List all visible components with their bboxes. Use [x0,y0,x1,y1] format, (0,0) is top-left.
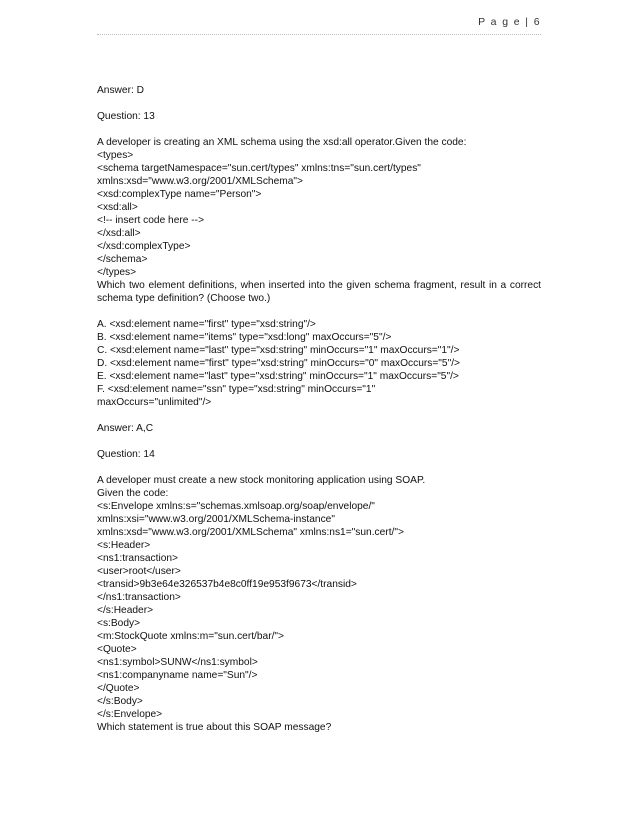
code-line: </schema> [97,254,148,265]
document-body [97,84,541,734]
code-line: <ns1:transaction> [97,553,178,564]
code-line: <ns1:symbol>SUNW</ns1:symbol> [97,657,258,668]
code-line: xmlns:xsd="www.w3.org/2001/XMLSchema" xmlns:ns1="sun.cert/"> [97,527,404,538]
question-13-code-block [97,149,541,279]
code-line: <Quote> [97,644,137,655]
option-f-continued: maxOccurs="unlimited"/> [97,397,212,408]
option-e: E. <xsd:element name="last" type="xsd:string" minOccurs="1" maxOccurs="5"/> [97,371,459,382]
code-line: <transid>9b3e64e326537b4e8c0ff19e953f9673</transid> [97,579,357,590]
spacer [97,305,541,318]
code-line: <!-- insert code here --> [97,215,205,226]
question-14-code-block [97,500,541,721]
question-14-title: Question: 14 [97,449,155,460]
question-13-title: Question: 13 [97,111,155,122]
option-f: F. <xsd:element name="ssn" type="xsd:string" minOccurs="1" [97,384,376,395]
spacer [97,435,541,448]
code-line: <user>root</user> [97,566,181,577]
spacer [97,461,541,474]
code-line: <xsd:all> [97,202,138,213]
option-a: A. <xsd:element name="first" type="xsd:string"/> [97,319,316,330]
header-divider [97,34,541,35]
code-line: <s:Body> [97,618,141,629]
option-c: C. <xsd:element name="last" type="xsd:string" minOccurs="1" maxOccurs="1"/> [97,345,460,356]
code-line: <types> [97,150,134,161]
code-line: <schema targetNamespace="sun.cert/types" xmlns:tns="sun.cert/types" [97,163,421,174]
option-b: B. <xsd:element name="items" type="xsd:long" maxOccurs="5"/> [97,332,392,343]
question-14-prompt: Which statement is true about this SOAP message? [97,722,332,733]
code-line: </xsd:all> [97,228,141,239]
code-line: </s:Body> [97,696,143,707]
code-line: </types> [97,267,137,278]
code-line: <ns1:companyname name="Sun"/> [97,670,258,681]
question-14-intro: A developer must create a new stock monitoring application using SOAP. [97,475,426,486]
code-line: </Quote> [97,683,140,694]
code-line: <s:Envelope xmlns:s="schemas.xmlsoap.org/soap/envelope/" [97,501,375,512]
option-d: D. <xsd:element name="first" type="xsd:string" minOccurs="0" maxOccurs="5"/> [97,358,460,369]
code-line: <s:Header> [97,540,151,551]
question-13-answer: Answer: A,C [97,423,154,434]
code-line: </xsd:complexType> [97,241,191,252]
page-number-header: P a g e | 6 [478,16,541,28]
question-13-prompt-line-1: Which two element definitions, when inserted into the given schema fragment, result in a correct [97,280,541,291]
question-13-intro: A developer is creating an XML schema using the xsd:all operator.Given the code: [97,137,467,148]
question-13-options [97,318,541,409]
spacer [97,409,541,422]
spacer [97,123,541,136]
code-line: </s:Envelope> [97,709,163,720]
question-14-given: Given the code: [97,488,169,499]
code-line: </ns1:transaction> [97,592,181,603]
code-line: xmlns:xsi="www.w3.org/2001/XMLSchema-instance" [97,514,335,525]
code-line: <xsd:complexType name="Person"> [97,189,262,200]
code-line: </s:Header> [97,605,154,616]
code-line: xmlns:xsd="www.w3.org/2001/XMLSchema"> [97,176,303,187]
previous-answer: Answer: D [97,85,144,96]
code-line: <m:StockQuote xmlns:m="sun.cert/bar/"> [97,631,285,642]
question-13-prompt-line-2: schema type definition? (Choose two.) [97,293,271,304]
spacer [97,97,541,110]
